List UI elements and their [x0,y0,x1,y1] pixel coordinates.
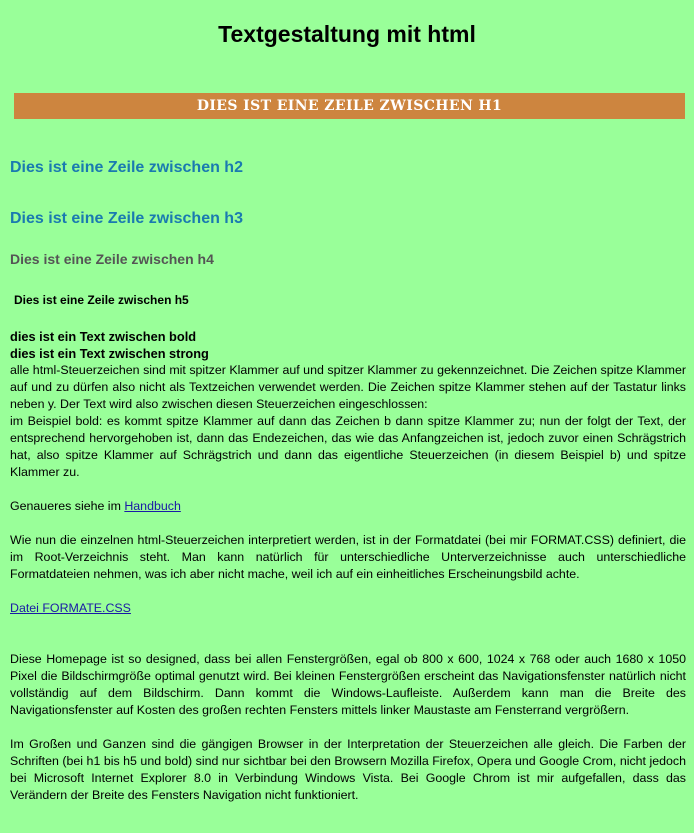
h3-heading: Dies ist eine Zeile zwischen h3 [10,210,243,227]
page-title: Textgestaltung mit html [218,21,476,47]
spacer [10,617,686,651]
h1-heading-bar: DIES IST EINE ZEILE ZWISCHEN H1 [14,93,685,119]
h4-heading: Dies ist eine Zeile zwischen h4 [10,251,214,267]
paragraph-handbuch [10,498,686,515]
bold-text-line: dies ist ein Text zwischen bold [10,329,197,344]
format-css-link[interactable]: Datei FORMATE.CSS [10,601,131,615]
handbuch-prefix: Genaueres siehe im [10,499,125,513]
paragraph-homepage-design: Diese Homepage ist so designed, dass bei allen Fenstergrößen, egal ob 800 x 600, 1024 x 768 oder auch 1680 x 1050 Pixel die Bildschirmgröße optimal genutzt wird. Bei kleinen Fenstergrößen erscheint das Navigationsfenster natürlich nicht vollständig auf dem Bildschirm. Dann kommt die Windows-Laufleiste. Außerdem kann man die Breite des Navigationsfenster auf Kosten des großen rechten Fensters mittels linker Maustaste am Fensterrand vergrößern. [10,652,686,717]
paragraph-format-link [10,600,686,617]
paragraph-formatdatei: Wie nun die einzelnen html-Steuerzeichen interpretiert werden, ist in der Formatdatei (bei mir FORMAT.CSS) definiert, die im Root-Verzeichnis steht. Man kann natürlich für unterschiedliche Unterverzeichnisse auch unterschiedliche Formatdateien nehmen, was ich aber nicht mache, weil ich auf ein einheitliches Erscheinungsbild achte. [10,533,686,581]
paragraph-browser: Im Großen und Ganzen sind die gängigen Browser in der Interpretation der Steuerzeichen alle gleich. Die Farben der Schriften (bei h1 bis h5 und bold) sind nur sichtbar bei den Browsern Mozilla Firefox, Opera und Google Crom, nicht jedoch bei Microsoft Internet Explorer 8.0 in Verbindung Windows Vista. Bei Google Chrom ist mir aufgefallen, dass das Verändern der Breite des Fensters Navigation nicht funktioniert. [10,737,686,802]
spacer [10,515,686,532]
spacer [10,583,686,600]
spacer [10,481,686,498]
paragraph-beispiel-bold: im Beispiel bold: es kommt spitze Klammer auf dann das Zeichen b dann spitze Klammer zu; nun der folgt der Text, der entsprechend hervorgehoben ist, dann das Endezeichen, das wie das Anfangzeichen ist, jedoch zuvor einen Schrägstrich hat, also spitze Klammer auf Schrägstrich und dann das eigentliche Steuerzeichen (in diesem Beispiel b) und spitze Klammer zu. [10,414,686,479]
spacer [10,719,686,736]
h5-heading: Dies ist eine Zeile zwischen h5 [14,293,189,307]
handbuch-link[interactable]: Handbuch [124,499,181,513]
paragraph-steuerzeichen: alle html-Steuerzeichen sind mit spitzer Klammer auf und spitzer Klammer zu gekennzeichnet. Die Zeichen spitze Klammer auf und zu dürfen also nicht als Textzeichen verwendet werden. Die Zeichen spitze Klammer stehen auf der Tastatur links neben y. Der Text wird also zwischen diesen Steuerzeichen eingeschlossen: [10,363,686,411]
strong-text-line: dies ist ein Text zwischen strong [10,346,209,361]
content-body [10,328,686,804]
h2-heading: Dies ist eine Zeile zwischen h2 [10,159,243,176]
